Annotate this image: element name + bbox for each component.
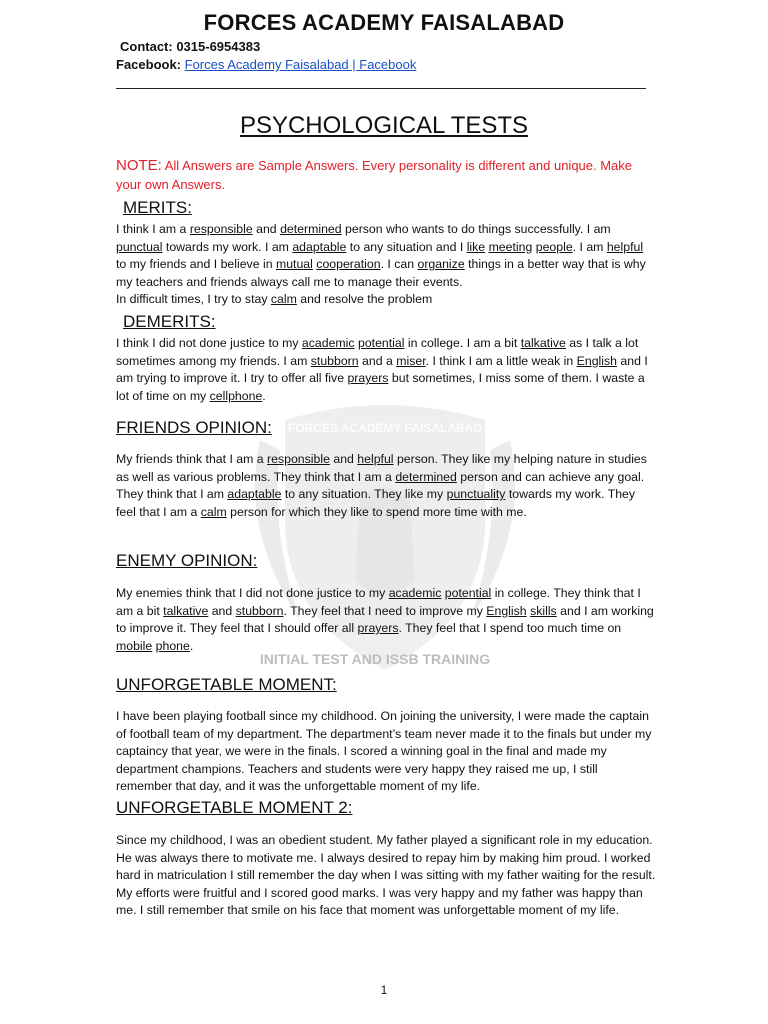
- moment1-heading: UNFORGETABLE MOMENT:: [116, 675, 337, 694]
- note-label: NOTE:: [116, 157, 162, 174]
- document-title: PSYCHOLOGICAL TESTS: [239, 112, 529, 139]
- watermark-top-text: FORCES ACADEMY FAISALABAD: [287, 421, 483, 435]
- demerits-paragraph: I think I did not done justice to my academic potential in college. I am a bit talkative as I talk a lot sometimes among my friends. I am stubborn and a miser. I think I am a little weak in English and I am trying to improve it. I try to offer all five prayers but sometimes, I miss some of them. I waste a lot of time on my cellphone.: [116, 336, 648, 403]
- enemy-opinion-heading: ENEMY OPINION:: [116, 551, 258, 570]
- facebook-line: [116, 57, 416, 72]
- moment2-heading: UNFORGETABLE MOMENT 2:: [116, 798, 353, 817]
- moment1-paragraph: I have been playing football since my childhood. On joining the university, I were made the captain of football team of my department. The department’s team never made it to the finals but under my captaincy that year, we were in the finals. I scored a winning goal in the final and made my department champions. Teachers and students were very happy they raised me up, I still remember that day, and it was the unforgettable moment of my life.: [116, 709, 652, 794]
- facebook-label: Facebook:: [116, 57, 182, 72]
- page-number: 1: [380, 983, 388, 997]
- merits-heading: MERITS:: [123, 198, 192, 217]
- enemy-opinion-paragraph: My enemies think that I did not done justice to my academic potential in college. They think that I am a bit talkative and stubborn. They feel that I need to improve my English skills and I am working to improve it. They feel that I should offer all prayers. They feel that I spend too much time on mobile phone.: [116, 586, 654, 653]
- moment2-paragraph: Since my childhood, I was an obedient student. My father played a significant role in my education. He was always there to motivate me. I always desired to repay him by making him proud. I worked hard in matriculation I still remember the day when I was sitting with my father waiting for the result. My efforts were fruitful and I scored good marks. I was very happy and my father was happy than me. I still remember that smile on his face that moment was unforgettable moment of my life.: [116, 833, 656, 918]
- friends-opinion-paragraph: My friends think that I am a responsible and helpful person. They like my helping nature in studies as well as various problems. They think that I am a determined person and can achieve any goal. They think that I am adaptable to any situation. They like my punctuality towards my work. They feel that I am a calm person for which they like to spend more time with me.: [116, 452, 647, 519]
- merits-paragraph: I think I am a responsible and determined person who wants to do things successfully. I am punctual towards my work. I am adaptable to any situation and I like meeting people. I am helpful to my friends and I believe in mutual cooperation. I can organize things in a better way that is why my teachers and friends always call me to manage their events. In difficult times, I try to stay calm and resolve the problem: [116, 222, 646, 307]
- contact-info: Contact: 0315-6954383: [120, 39, 261, 54]
- facebook-link[interactable]: Forces Academy Faisalabad | Facebook: [184, 57, 417, 72]
- academy-title: FORCES ACADEMY FAISALABAD: [203, 10, 565, 35]
- note-block: [116, 156, 656, 194]
- header-divider: [116, 88, 646, 89]
- friends-opinion-heading: FRIENDS OPINION:: [116, 418, 272, 437]
- note-text: All Answers are Sample Answers. Every personality is different and unique. Make your own Answers.: [116, 158, 633, 192]
- demerits-heading: DEMERITS:: [123, 312, 216, 331]
- watermark-bottom-text: INITIAL TEST AND ISSB TRAINING: [259, 651, 491, 667]
